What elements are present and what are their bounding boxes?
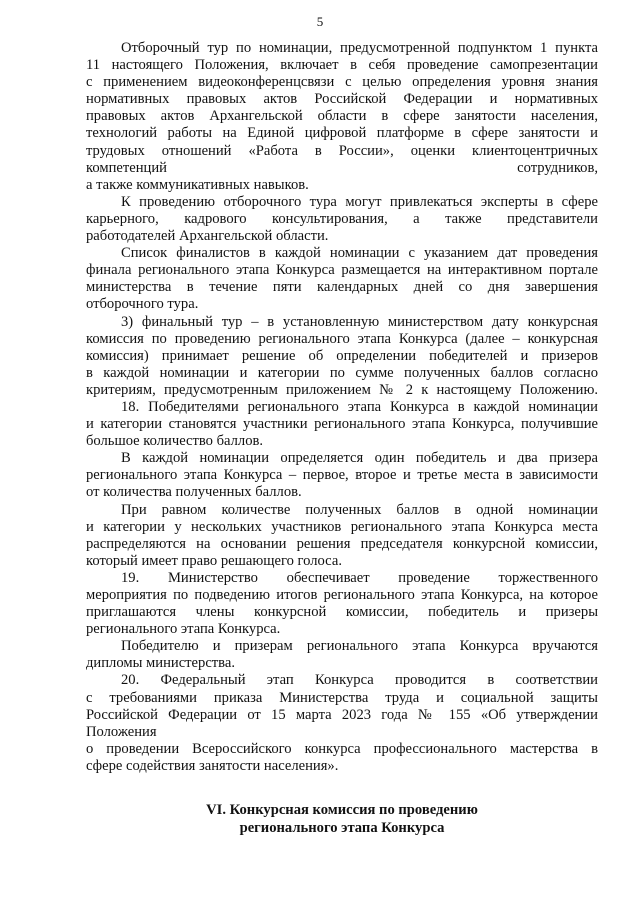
text-line: дипломы министерства. [86,655,236,672]
text-line: Российской Федерации от 15 марта 2023 года № 155 «Об утверждении [86,706,598,723]
text-line: 11 настоящего Положения, включает в себя проведение самопрезентации [86,57,598,74]
text-line: компетенций сотрудников, [86,159,598,176]
text-line: в каждой номинации и категории по сумме полученных баллов согласно [86,364,598,381]
text-line: трудовых отношений «Работа в России», оценки клиентоцентричных [86,142,598,159]
text-line: 3) финальный тур – в установленную министерством дату конкурсная [121,313,598,330]
section-heading-line-1: VI. Конкурсная комиссия по проведению [206,802,478,819]
text-line: Победителю и призерам регионального этапа Конкурса вручаются [121,638,598,655]
text-line: регионального этапа Конкурса – первое, второе и третье места в зависимости [86,467,598,484]
text-line: 19. Министерство обеспечивает проведение торжественного [121,569,598,586]
text-line: приглашаются члены конкурсной комиссии, победитель и призеры [86,604,598,621]
text-line: Отборочный тур по номинации, предусмотренной подпунктом 1 пункта [121,40,598,56]
text-line: нормативных правовых актов Российской Федерации и нормативных [86,91,598,108]
document-body [86,40,598,837]
text-line: комиссия) принимает решение об определении победителей и призеров [86,347,598,364]
text-line: комиссия по проведению регионального этапа Конкурса (далее – конкурсная [86,330,598,347]
text-line: Положения [86,723,157,740]
text-line: и категории становятся участники регионального этапа Конкурса, получившие [86,416,598,433]
text-line: сфере содействия занятости населения». [86,757,339,774]
text-line: а также коммуникативных навыков. [86,176,309,193]
text-line: большое количество баллов. [86,433,264,450]
text-line: технологий работы на Единой цифровой платформе в сфере занятости и [86,125,598,142]
text-line: Список финалистов в каждой номинации с указанием дат проведения [121,245,598,262]
text-line: мероприятия по подведению итогов регионального этапа Конкурса, на которое [86,587,598,603]
text-line: и категории у нескольких участников регионального этапа Конкурса места [86,518,598,535]
text-line: работодателей Архангельской области. [86,228,329,245]
text-line: 20. Федеральный этап Конкурса проводится в соответствии [121,672,598,689]
text-line: карьерного, кадрового консультирования, а также представители [86,210,598,227]
text-line: от количества полученных баллов. [86,484,302,501]
text-line: критериям, предусмотренным приложением № 2 к настоящему Положению. [86,381,598,398]
text-line: министерства в течение пяти календарных дней со дня завершения [86,279,598,296]
text-line: о проведении Всероссийского конкурса профессионального мастерства в [86,740,598,757]
body-text [86,40,598,775]
section-heading-line-2: регионального этапа Конкурса [239,820,445,837]
text-line: отборочного тура. [86,296,199,313]
text-line: с требованиями приказа Министерства труда и социальной защиты [86,689,598,706]
text-line: который имеет право решающего голоса. [86,552,342,569]
text-line: правовых актов Архангельской области в сфере занятости населения, [86,108,598,125]
text-line: При равном количестве полученных баллов в одной номинации [121,501,598,518]
text-line: К проведению отборочного тура могут привлекаться эксперты в сфере [121,193,598,210]
text-line: распределяются на основании решения председателя конкурсной комиссии, [86,535,598,552]
text-line: регионального этапа Конкурса. [86,621,281,638]
text-line: В каждой номинации определяется один победитель и два призера [121,450,598,467]
section-gap [86,775,598,801]
text-line: 18. Победителями регионального этапа Конкурса в каждой номинации [121,398,598,415]
page-number: 5 [316,14,324,29]
text-line: финала регионального этапа Конкурса размещается на интерактивном портале [86,262,598,279]
text-line: с применением видеоконференцсвязи с целью определения уровня знания [86,74,598,91]
